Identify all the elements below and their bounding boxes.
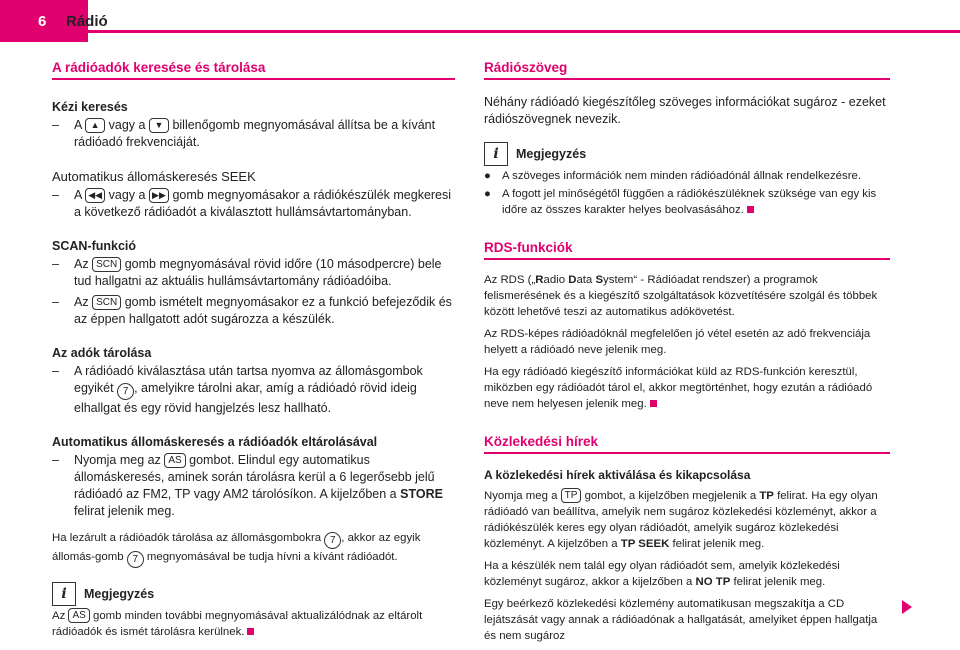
list-item: – A ▲ vagy a ▼ billenőgomb megnyomásával állítsa be a kívánt rádióadó frekvenciáját. [52,118,436,149]
list-item: – Az SCN gomb ismételt megnyomásakor ez a funkció befejeződik és az éppen hallgatott adót sugározza a készülék. [52,295,452,326]
list-item: – A rádióadó kiválasztása után tartsa nyomva az állomásgombok egyikét 7 , amelyikre tárolni akar, amíg a rádióadó rövid ideig elhallgat és egy rövid hangjelzés lesz hallható. [52,364,423,415]
arrow-up-icon: ▲ [85,118,105,133]
right-column [484,50,890,650]
info-icon: i [52,582,76,606]
hint-text: Ha lezárult a rádióadók tárolása az állomásgombokra 7 , akkor az egyik állomás-gomb 7 megnyomásával be tudja hívni a kívánt rádióadót. [52,530,455,568]
scn-key-label: SCN [92,295,121,310]
note-title: Megjegyzés [516,147,587,161]
continue-arrow-icon [902,600,912,614]
radiotext-paragraph: Néhány rádióadó kiegészítőleg szöveges információkat sugároz - ezeket rádiószövegnek nevezik. [484,95,886,126]
preset-key-label: 7 [117,383,134,400]
left-column [52,50,455,646]
fast-forward-icon: ▶▶ [149,188,169,203]
heading-store-stations: Az adók tárolása [52,346,152,360]
rds-paragraph: Az RDS-képes rádióadóknál megfelelően jó vétel esetén az adó frekvenciája helyett a rádióadó neve jelenik meg. [484,328,871,356]
note-text: Az AS gomb minden további megnyomásával aktualizálódnak az eltárolt rádióadók és ismét tárolásra kerülnek. [52,610,423,638]
section-title-traffic: Közlekedési hírek [484,430,890,454]
list-item: – Az SCN gomb megnyomásával rövid időre (10 másodpercre) bele tud hallgatni az aktuális hullámsávtartomány rádióadóiba. [52,257,442,288]
as-key-label: AS [68,608,89,623]
note-bullet: ● A szöveges információk nem minden rádióadónál állnak rendelkezésre. [484,170,862,182]
heading-scan: SCAN-funkció [52,239,137,253]
traffic-paragraph: Nyomja meg a TP gombot, a kijelzőben megjelenik a TP felirat. Ha egy olyan rádióadó van beállítva, amelyik nem sugároz közlekedési közleményt, akkor a rádiókészülék keres egy olyan rádióadót, amelyik sugároz közlekedési közleményt. A kijelzőben a TP SEEK felirat jelenik meg. [484,490,878,550]
preset-key-label: 7 [324,532,341,549]
note-title: Megjegyzés [84,587,155,601]
info-icon: i [484,142,508,166]
page-number: 6 [38,13,47,30]
rewind-icon: ◀◀ [85,188,105,203]
tp-key-label: TP [561,488,582,503]
section-title-rds: RDS-funkciók [484,236,890,260]
arrow-down-icon: ▼ [149,118,169,133]
rds-paragraph: Ha egy rádióadó kiegészítő információkat küld az RDS-funkción keresztül, miközben egy rádióadót tárol el, akkor megtörténhet, hogy ezután a rádióadó neve nem helyesen jelenik meg. [484,366,873,410]
end-mark [650,400,657,407]
heading-autostore: Automatikus állomáskeresés a rádióadók eltárolásával [52,435,378,449]
as-key-label: AS [164,453,185,468]
heading-traffic-toggle: A közlekedési hírek aktiválása és kikapcsolása [484,468,751,482]
traffic-paragraph: Ha a készülék nem talál egy olyan rádióadót sem, amelyik közlekedési közleményt sugároz, akkor a kijelzőben a NO TP felirat jelenik meg. [484,560,840,588]
list-item: – Nyomja meg az AS gombot. Elindul egy automatikus állomáskeresés, aminek során tárolásra kerül a 6 legerősebb jelű rádióadó az FM2, TP vagy AM2 tárolósíkon. A kijelzőben a STORE felirat jelenik meg. [52,453,443,518]
note-header [484,142,890,166]
heading-auto-seek: Automatikus állomáskeresés SEEK [52,169,256,184]
preset-key-label: 7 [127,551,144,568]
note-header [52,582,455,606]
list-item: – A ◀◀ vagy a ▶▶ gomb megnyomásakor a rádiókészülék megkeresi a következő rádióadót a kiválasztott hullámsávtartományban. [52,188,452,219]
section-title-search-store: A rádióadók keresése és tárolása [52,56,455,80]
header-rule [88,30,960,33]
heading-manual-search: Kézi keresés [52,100,128,114]
end-mark [247,628,254,635]
rds-paragraph: Az RDS („Radio Data System“ - Rádióadat rendszer) a programok felismerésének és a kiegészítő szolgáltatások közvetítésére szolgál és többek között lehetővé teszi az automatikus adókövetést. [484,274,878,318]
chapter-title: Rádió [66,13,108,30]
section-title-radiotext: Rádiószöveg [484,56,890,80]
end-mark [747,206,754,213]
scn-key-label: SCN [92,257,121,272]
traffic-paragraph: Egy beérkező közlekedési közlemény automatikusan megszakítja a CD lejátszását vagy annak a rádióadónak a hallgatását, amelyiket éppen hallgatja és nem sugároz [484,598,878,642]
note-bullet: ● A fogott jel minőségétől függően a rádiókészüléknek szüksége van egy kis időre az összes karakter helyes beolvasásához. [484,188,877,216]
